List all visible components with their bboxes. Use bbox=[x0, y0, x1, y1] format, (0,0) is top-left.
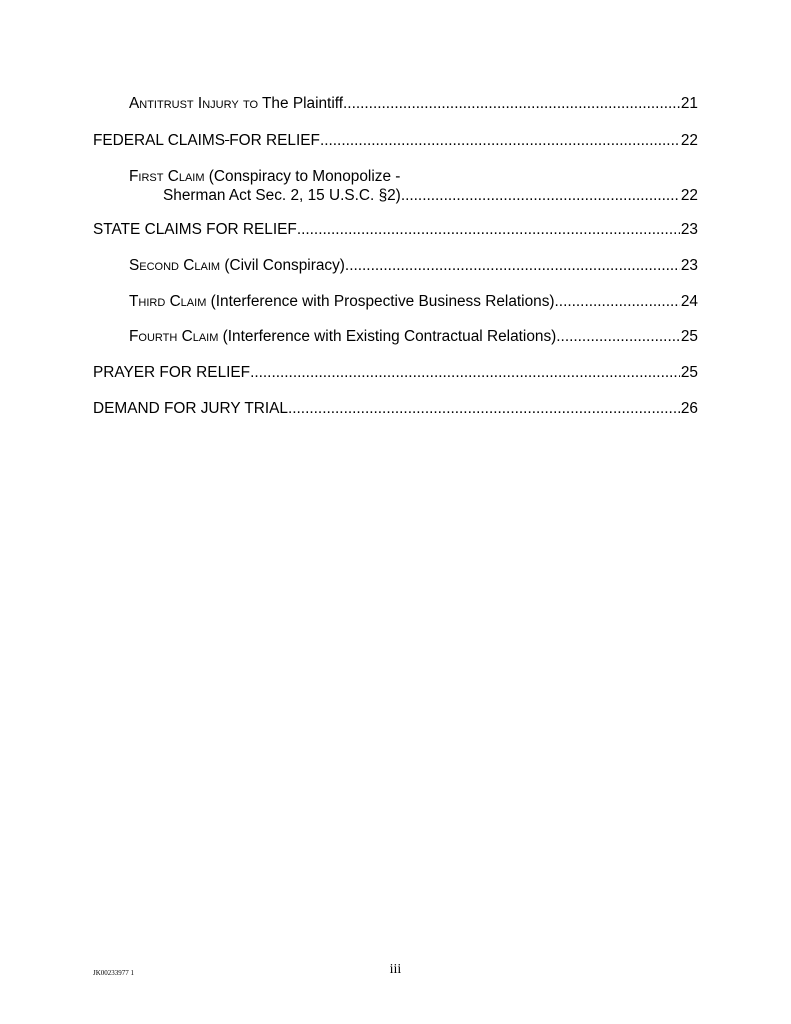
dot-leader bbox=[345, 256, 680, 275]
toc-entry-title-rest: (Interference with Prospective Business Relations) bbox=[206, 293, 555, 310]
toc-entry-title-smallcaps: First Claim bbox=[129, 168, 205, 185]
toc-page-number: 22 bbox=[680, 187, 698, 204]
toc-page-number: 21 bbox=[680, 95, 698, 112]
toc-entry-title bbox=[93, 131, 320, 150]
dot-leader bbox=[555, 292, 680, 311]
toc-entry-title: STATE CLAIMS FOR RELIEF bbox=[93, 221, 297, 238]
toc-entry-title-rest: (Interference with Existing Contractual Relations) bbox=[218, 328, 557, 345]
toc-entry-title bbox=[129, 292, 555, 311]
toc-entry-title bbox=[129, 327, 556, 346]
toc-entry-title-part: FOR RELIEF bbox=[229, 132, 320, 149]
dot-leader bbox=[250, 363, 680, 382]
toc-entry-title-smallcaps: Antitrust Injury to bbox=[129, 95, 259, 112]
toc-entry-state-claims[interactable] bbox=[93, 220, 698, 239]
toc-page-number: 23 bbox=[680, 257, 698, 274]
document-id: JK00233977 1 bbox=[93, 969, 135, 977]
toc-entry-prayer-for-relief[interactable] bbox=[93, 363, 698, 382]
toc-entry-title-rest: (Conspiracy to Monopolize - bbox=[204, 168, 401, 185]
toc-entry-title-smallcaps: Third Claim bbox=[129, 293, 207, 310]
toc-entry-title-rest: (Civil Conspiracy) bbox=[220, 257, 345, 274]
toc-entry-fourth-claim[interactable] bbox=[93, 327, 698, 346]
toc-page-number: 22 bbox=[680, 132, 698, 149]
toc-page-number: 24 bbox=[680, 293, 698, 310]
toc-entry-title: DEMAND FOR JURY TRIAL bbox=[93, 400, 288, 417]
toc-entry-title-line2: Sherman Act Sec. 2, 15 U.S.C. §2) bbox=[163, 187, 401, 204]
toc-page-number: 26 bbox=[680, 400, 698, 417]
dot-leader bbox=[320, 131, 680, 150]
dot-leader bbox=[401, 186, 680, 205]
dot-leader bbox=[288, 399, 680, 418]
toc-entry-title bbox=[129, 94, 343, 113]
toc-entry-second-claim[interactable] bbox=[93, 256, 698, 275]
toc-entry-title-smallcaps: Second Claim bbox=[129, 257, 221, 274]
dot-leader bbox=[556, 327, 680, 346]
toc-entry-demand-for-jury-trial[interactable] bbox=[93, 399, 698, 418]
toc-entry-antitrust-injury[interactable] bbox=[93, 94, 698, 113]
toc-entry-third-claim[interactable] bbox=[93, 292, 698, 311]
toc-page-number: 23 bbox=[680, 221, 698, 238]
toc-entry-title: PRAYER FOR RELIEF bbox=[93, 364, 251, 381]
dot-leader bbox=[343, 94, 680, 113]
toc-entry-title-part: FEDERAL CLAIMS bbox=[93, 132, 225, 149]
dot-leader bbox=[297, 220, 680, 239]
toc-page-number: 25 bbox=[680, 364, 698, 381]
toc-entry-first-claim[interactable] bbox=[93, 167, 698, 205]
toc-entry-title-smallcaps: Fourth Claim bbox=[129, 328, 219, 345]
toc-entry-title bbox=[129, 256, 345, 275]
toc-page-number: 25 bbox=[680, 328, 698, 345]
page-number: iii bbox=[389, 962, 402, 977]
toc-entry-title-rest: The Plaintiff bbox=[258, 95, 344, 112]
toc-entry-federal-claims[interactable] bbox=[93, 131, 698, 150]
toc-entry-title-line1 bbox=[129, 167, 698, 186]
